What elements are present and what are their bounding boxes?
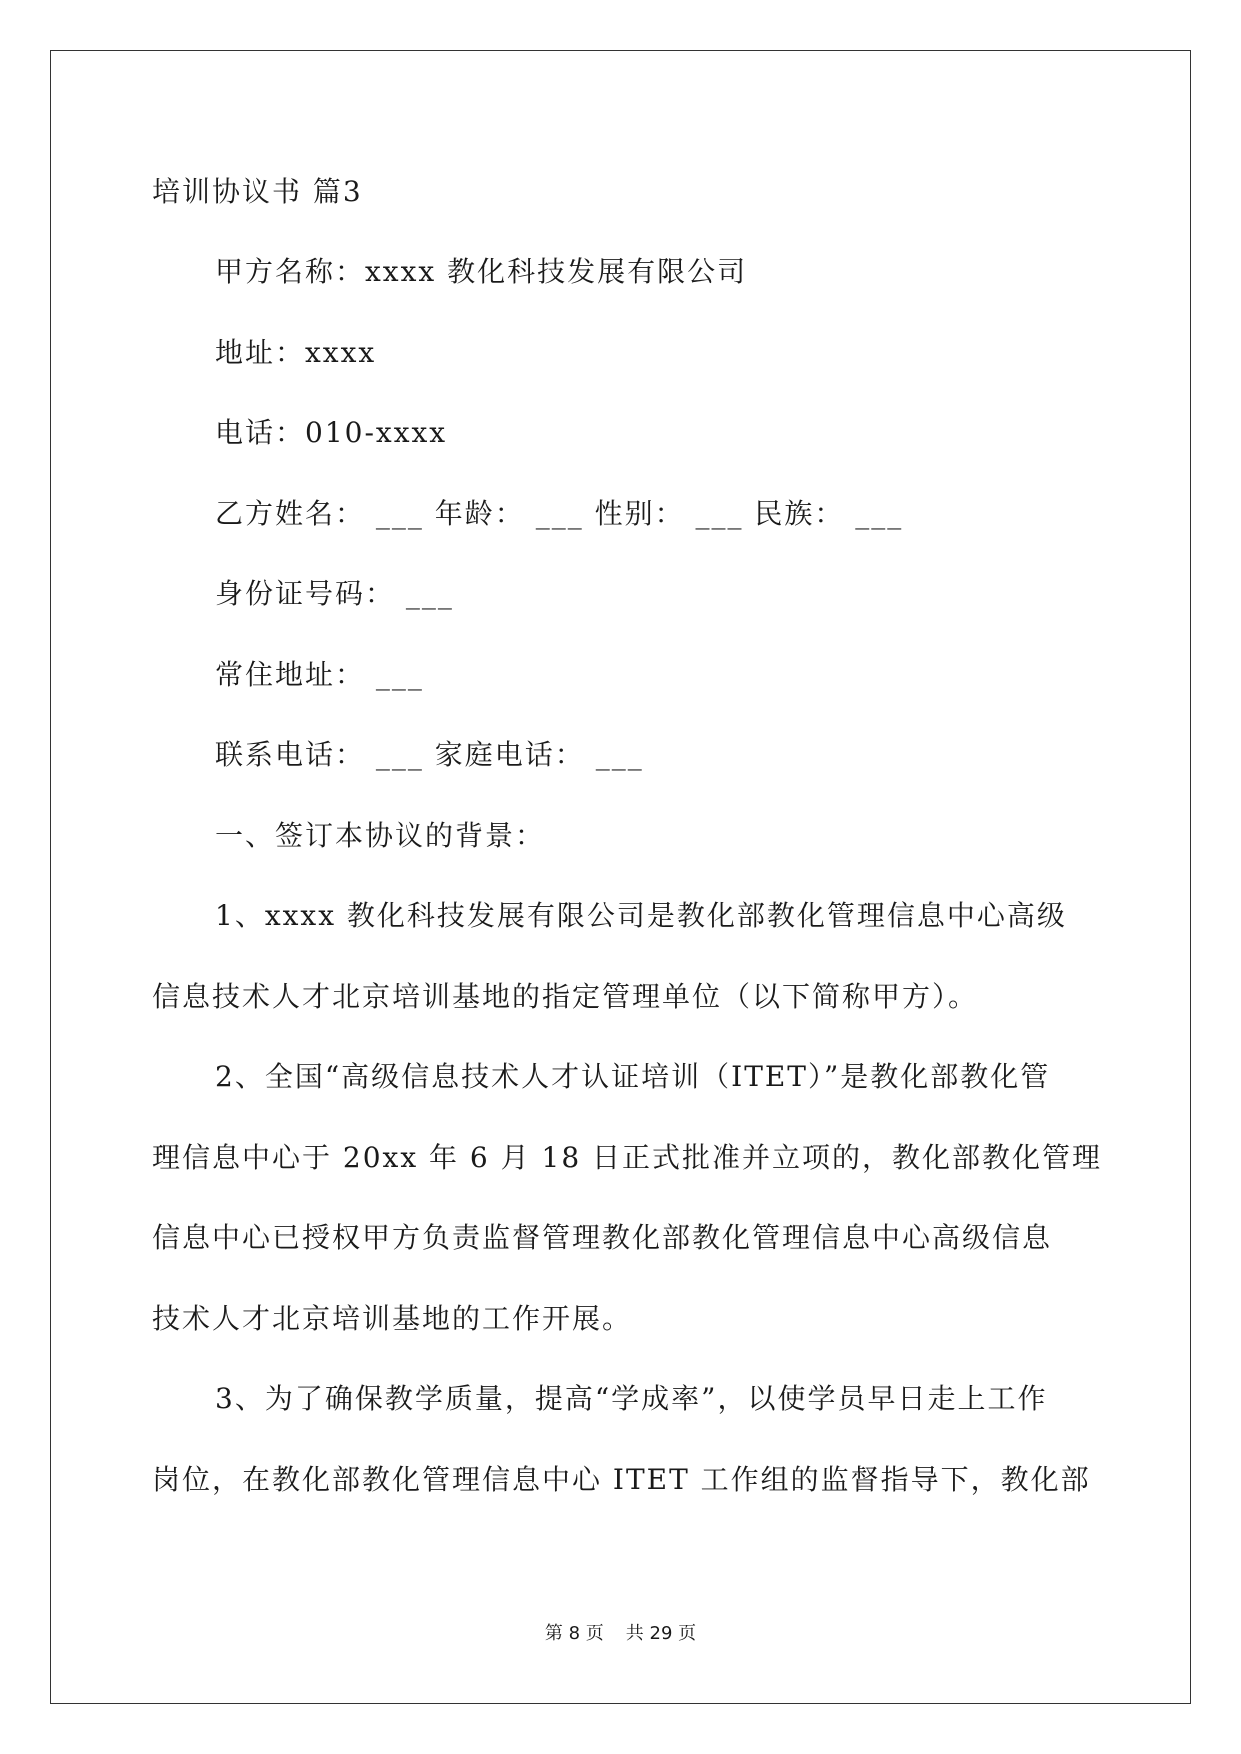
address-line: 地址：xxxx [215,336,377,369]
party-a-name-line: 甲方名称：xxxx 教化科技发展有限公司 [215,255,748,288]
page-border [50,50,1191,1704]
id-number-line: 身份证号码： ___ [215,577,454,610]
contact-phone-line: 联系电话： ___ 家庭电话： ___ [215,738,644,771]
paragraph-line: 3、为了确保教学质量，提高“学成率”，以使学员早日走上工作 [215,1382,1048,1415]
paragraph-line: 理信息中心于 20xx 年 6 月 18 日正式批准并立项的，教化部教化管理 [152,1141,1103,1174]
page-footer [0,1622,1241,1646]
paragraph-line: 岗位，在教化部教化管理信息中心 ITET 工作组的监督指导下，教化部 [152,1463,1091,1496]
paragraph-line: 信息技术人才北京培训基地的指定管理单位（以下简称甲方）。 [152,980,979,1013]
paragraph-line: 2、全国“高级信息技术人才认证培训（ITET）”是教化部教化管 [215,1060,1051,1093]
phone-line: 电话：010-xxxx [215,416,448,449]
paragraph-line: 信息中心已授权甲方负责监督管理教化部教化管理信息中心高级信息 [152,1221,1053,1254]
residence-address-line: 常住地址： ___ [215,658,424,691]
paragraph-line: 1、xxxx 教化科技发展有限公司是教化部教化管理信息中心高级 [215,899,1067,932]
section-heading: 一、签订本协议的背景： [215,819,546,852]
document-title: 培训协议书 篇3 [152,175,363,208]
page-number: 第 8 页 [544,1623,604,1644]
paragraph-line: 技术人才北京培训基地的工作开展。 [152,1302,633,1335]
page-total: 共 29 页 [625,1623,697,1644]
party-b-info-line: 乙方姓名： ___ 年龄： ___ 性别： ___ 民族： ___ [215,497,904,530]
